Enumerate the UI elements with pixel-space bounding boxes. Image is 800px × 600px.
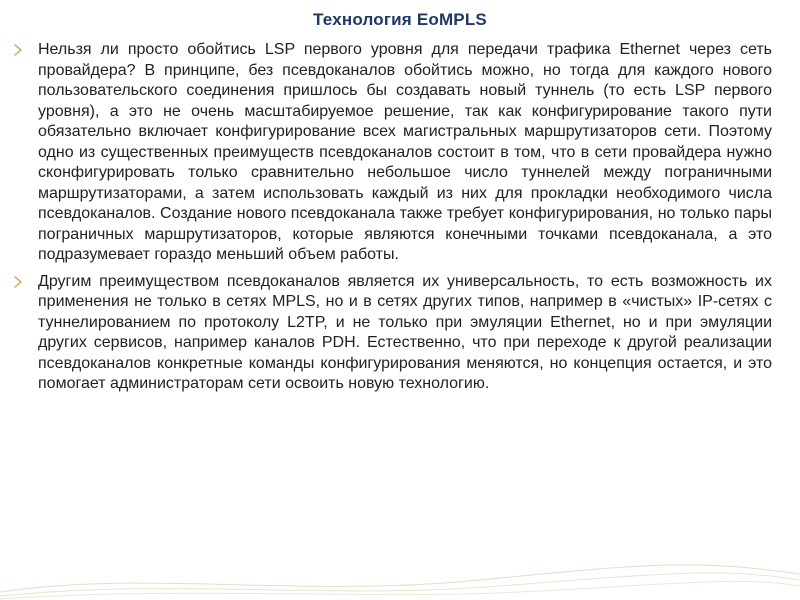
bullet-text: Другим преимуществом псевдоканалов является их универсальность, то есть возможность их применения не только в сетях MPLS, но и в сетях других типов, например в «чистых» IP-сетях с туннелированием по протоколу L2TP, и не только при эмуляции Ethernet, но и при эмуляции других сервисов, например каналов PDH. Естественно, что при переходе к другой реализации псевдоканалов конкретные команды конфигурирования меняются, но концепция остается, и это помогает администраторам сети освоить новую технологию.: [38, 272, 773, 392]
chevron-bullet-icon: [12, 40, 30, 60]
slide-body: [12, 40, 772, 401]
slide-title: Технология EoMPLS: [313, 10, 487, 29]
bullet-text: Нельзя ли просто обойтись LSP первого уровня для передачи трафика Ethernet через сеть провайдера? В принципе, без псевдоканалов обойтись можно, но тогда для каждого нового пользовательского соединения пришлось бы создавать новый туннель (то есть LSP первого уровня), а это не очень масштабируемое решение, так как конфигурирование такого пути обязательно включает конфигурирование всех магистральных маршрутизаторов сети. Поэтому одно из существенных преимуществ псевдоканалов состоит в том, что в сети провайдера нужно сконфигурировать только сравнительно небольшое число туннелей между пограничными маршрутизаторами, а затем использовать каждый из них для прокладки необходимого числа псевдоканалов. Создание нового псевдоканала также требует конфигурирования, но только пары пограничных маршрутизаторов, которые являются конечными точками псевдоканала, а это подразумевает гораздо меньший объем работы.: [38, 41, 772, 263]
bullet-item: [12, 40, 772, 266]
bullet-item: [12, 272, 772, 395]
decorative-wave-lines: [0, 540, 800, 600]
chevron-bullet-icon: [12, 272, 30, 292]
